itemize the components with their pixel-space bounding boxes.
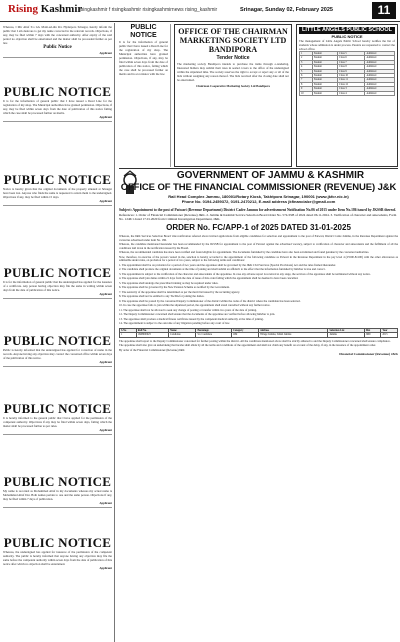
table-cell: 3 [300, 60, 313, 64]
ad-public-notice-title: PUBLIC NOTICE [130, 24, 157, 39]
ad-school-notice [296, 24, 398, 167]
gov-office-title: OFFICE OF THE FINANCIAL COMMISSIONER (REVENUE) J&K [120, 182, 397, 193]
table-cell: Student [312, 87, 337, 91]
notice-5-body: Public is hereby informed that the undersigned has applied for correction of name in the records. Anyone having any objection may contact the concerned office within seven days of the publication of this notice. [3, 348, 112, 360]
social-handles: risingkashmir f risingkashmir risingkashmirnews rising_kashmir [78, 7, 218, 13]
table-cell: 8 [300, 82, 313, 86]
table-cell: Student [312, 52, 337, 56]
table-header-cell: Name [169, 328, 196, 332]
table-cell: Student [312, 78, 337, 82]
gov-references: References: 1. Order of Financial Commissioner (Revenue) J&K. 2. Jammu & Kashmir Service Selection Board Order No. 574-SSB of 2024 dated 06.11.2024. 3. Verification of character and antecedents, Form No. 1246/1 dated 17.01.2020 from Criminal Investigation Department, J&K. [119, 213, 397, 222]
cooperative-signature: Chairman Cooperative Marketing Society Ltd Bandipora [196, 84, 270, 88]
notice-7-title: PUBLIC NOTICE [3, 475, 112, 489]
notice-3-body: Notice is hereby given that the original documents of the property situated at Srinagar have been lost. Anyone who finds the same is requested to return them to the undersigned. Objections if any, may be filed within 15 days. [3, 187, 112, 199]
school-body: The management of Little Angels Public School hereby notifies the list of students whose admission is under process. Parents are requested to contact the school office. [299, 39, 395, 51]
notice-6-body: It is hereby informed to the general public that I have applied for the permission of the competent authority. Objections if any may be filed within seven days, failing which the matter shall be processed further as per rules. [3, 416, 112, 428]
gov-paragraph: Whereas, the candidate mentioned hereunder has been recommended by the JKSSB for appointment to the post of Patwari against the advertised vacancy, subject to verification of character and antecedents and the fulfilment of all the conditions laid down in the notification issued by the Board. [119, 242, 398, 250]
school-title: LITTLE ANGELS PUBLIC SCHOOL [299, 27, 395, 34]
notice-7 [3, 475, 112, 533]
table-cell: 1 [300, 52, 313, 56]
table-header-cell: Parentage [196, 328, 232, 332]
table-cell: OM [232, 333, 259, 337]
table-cell: Student [312, 65, 337, 69]
divider [3, 507, 112, 508]
table-row [300, 91, 395, 95]
notice-6 [3, 402, 112, 472]
notice-1-sig: Applicant [99, 51, 112, 55]
gov-contact: Phone No. 0194-2459372, 0191-2470212, E-mail address jkfinancialcr@gmail.com [181, 199, 336, 204]
table-header-cell: Year [381, 328, 398, 332]
table-cell: Admitted [365, 87, 395, 91]
page-number: 11 [372, 2, 396, 19]
cooperative-title: OFFICE OF THE CHAIRMAN MARKETING SOCIETY LTD BANDIPORA [178, 27, 288, 54]
notice-3 [3, 173, 112, 263]
table-cell: 9 [300, 87, 313, 91]
table-cell: 7 [300, 78, 313, 82]
table-cell: Student [312, 69, 337, 73]
table-cell: JMU [364, 333, 381, 337]
gov-paragraph: 11. The appointee shall not be allowed to seek any change of posting or transfer within two years of the date of joining. [119, 307, 257, 312]
gov-paragraph: 12. The Deputy Commissioner concerned shall ensure that the documents of the appointee are verified before allowing him/her to join. [119, 312, 276, 317]
notice-5-sig: Applicant [99, 360, 112, 364]
table-cell: Student [312, 91, 337, 95]
divider [3, 298, 112, 299]
notice-8-body: Whereas, the undersigned has applied for issuance of the permission of the competent authority. The public is hereby informed that anyone having any objection may file the same before the competent authority within seven days from the date of publication of this notice after which no objection shall be entertained. [3, 550, 112, 566]
table-cell: 5 [300, 69, 313, 73]
section-divider [119, 168, 398, 169]
gov-subject: Subject: Appointment to the post of Patwari (Revenue Department) District Cadre Jammu for advertisement Notification No.06 of 2015 under Item No.186 issued by JKSSB thereof. [119, 208, 397, 212]
table-cell: Admitted [365, 91, 395, 95]
gov-closing-paragraph: The appointee shall also give an undertaking that he/she shall abide by all the terms and conditions of the appointment and shall not claim any benefit on account of the delay, if any, in the issuance of the appointment order. [119, 343, 376, 347]
table-cell: 2 [300, 56, 313, 60]
table-cell: 1 [120, 333, 137, 337]
gov-paragraph: 13. The appointee shall produce a medical fitness certificate issued by the competent medical authority at the time of joining. [119, 316, 264, 321]
table-cell: Admitted [365, 52, 395, 56]
notice-1 [3, 25, 112, 83]
gov-paragraph: 1. The appointment shall be on probation for a period of two years and the appointee shall be governed by the J&K Civil Services (Special Provisions) Act and the rules framed thereunder. [119, 262, 336, 267]
notice-2-sig: Applicant [99, 115, 112, 119]
table-cell: Class 9 [338, 69, 365, 73]
table-header-cell: S.No [120, 328, 137, 332]
table-cell: Student [312, 60, 337, 64]
table-cell: Jammu [328, 333, 364, 337]
gov-paragraph: Now, therefore, in exercise of the powers vested in me, sanction is hereby accorded to the appointment of the following candidate as Patwari in the Revenue Department in the pay level 4 (25500-81100) with the other allowances as admissible under rules, on probation for a period of two years, subject to the following terms and conditions: [119, 254, 398, 263]
dateline: Srinagar, Sunday 02, February 2025 [240, 7, 333, 13]
table-cell: Admitted [365, 69, 395, 73]
cooperative-subtitle: Tender Notice [216, 55, 250, 61]
table-cell: Village Jammu, Tehsil Jammu [258, 333, 328, 337]
gov-order-heading: ORDER No. FC/APP-1 of 2025 DATED 31-01-2025 [166, 223, 351, 233]
notice-3-sig: Applicant [99, 199, 112, 203]
divider [3, 57, 112, 58]
table-cell: Class 11 [338, 78, 365, 82]
table-cell: Class 8 [338, 65, 365, 69]
table-cell: Class 5 [338, 52, 365, 56]
table-header-cell: Selection List [328, 328, 364, 332]
masthead-logo [8, 3, 82, 15]
table-cell: 4 [300, 65, 313, 69]
table-cell: S/o Candidate [196, 333, 232, 337]
notice-2-body: It is for the information of general public that I have issued a Dead Line for the registration of my shop. The Municipal authorities have granted permission. Objections, if any, may be filed within seven days from the date of publication of this notice failing which the case shall be processed further on merits. [3, 99, 112, 115]
gov-paragraph: Whereas, the recommended candidate has since been verified and found eligible for appointment. The documents furnished by the candidate have also been scrutinized and found genuine by the concerned authorities. [119, 250, 370, 255]
divider [3, 121, 112, 122]
notice-8-sig: Applicant [99, 566, 112, 570]
table-cell: Admitted [365, 74, 395, 78]
table-cell: Admitted [365, 65, 395, 69]
notice-2-title: PUBLIC NOTICE [3, 85, 112, 99]
gov-paragraph: Whereas, the J&K Services Selection Board vide notification referred above invited applications from eligible candidates for selection and appointment to the post of Patwari, District Cadre Jammu, in the Revenue Department against the vacancies advertised under item No. 186. [119, 234, 398, 242]
gov-closing [119, 340, 398, 353]
table-cell: Admitted [365, 82, 395, 86]
gov-paragraph: 3. The appointment is subject to the verification of the character and antecedents of the appointee. In case any adverse report is received at any stage, the services of the appointee shall be terminated without any notice. [119, 271, 371, 276]
notice-6-sig: Applicant [99, 428, 112, 432]
table-cell: Candidate [169, 333, 196, 337]
gov-paragraph: 2. The candidate shall produce the original documents at the time of joining and shall submit an affidavit to the effect that the information furnished by him/her is true and correct. [119, 267, 326, 272]
school-subtitle: PUBLIC NOTICE [331, 34, 363, 39]
notice-5-title: PUBLIC NOTICE [3, 334, 112, 348]
gov-paragraph: 5. The appointee shall undergo the prescribed training as may be required under rules. [119, 280, 219, 285]
table-cell: Student [312, 56, 337, 60]
gov-paragraph: 9. The appointee shall be posted by the concerned Deputy Commissioner of the district within the cadre of the district where the candidate has been selected. [119, 298, 301, 303]
table-header-cell: Dist [364, 328, 381, 332]
table-cell: Student [312, 82, 337, 86]
notice-7-sig: Applicant [99, 501, 112, 505]
gov-order-notice [119, 170, 398, 640]
gov-paragraphs [119, 235, 398, 326]
notice-4 [3, 266, 112, 331]
notice-8-title: PUBLIC NOTICE [3, 536, 112, 550]
table-cell: Class 12 [338, 82, 365, 86]
table-cell: Class 7 [338, 60, 365, 64]
gov-closing-paragraph: By order of the Financial Commissioner (Revenue) J&K [119, 347, 185, 352]
notice-3-title: PUBLIC NOTICE [3, 173, 112, 187]
notice-8 [3, 536, 112, 640]
gov-body [119, 208, 398, 358]
notice-2 [3, 85, 112, 170]
gov-closing-paragraph: The appointee shall report to the Deputy Commissioner concerned for further posting within the district. All the conditions mentioned above shall be strictly adhered to and the Deputy Commissioner concerned shall ensure compliance. [119, 338, 391, 343]
ad-public-notice [119, 24, 171, 167]
table-cell: Admitted [365, 56, 395, 60]
table-header-cell: Address [258, 328, 328, 332]
table-row [120, 333, 398, 337]
divider [3, 205, 112, 206]
table-cell: Class 6 [338, 56, 365, 60]
cooperative-body: The marketing society Bandipora intends to purchase the items through e-tendering. Interested bidders may submit their rates in sealed covers to the office of the undersigned within the stipulated time. The society reserves the right to accept or reject any or all of the bids without assigning any reason thereof. The bids received after the closing date shall not be entertained. [177, 62, 289, 82]
table-header-cell: Category [232, 328, 259, 332]
table-header-cell: Roll No. [136, 328, 168, 332]
gov-paragraph: 4. The appointee shall join duties within 21 days from the date of issue of this order failing which the appointment shall be deemed to have been cancelled. [119, 276, 299, 281]
table-cell: Student [312, 74, 337, 78]
table-cell: 2015 [381, 333, 398, 337]
notice-6-title: PUBLIC NOTICE [3, 402, 112, 416]
table-cell: Class 3 [338, 87, 365, 91]
notice-4-title: PUBLIC NOTICE [3, 266, 112, 280]
table-cell: Admitted [365, 60, 395, 64]
notice-4-sig: Applicant [99, 292, 112, 296]
gov-paragraph: 8. The appointee shall not be entitled to any TA/DA for joining the duties. [119, 294, 205, 299]
masthead [0, 0, 400, 22]
notice-1-body: Whereas, I Mir Altaf S/o Gh. Mohi-ud-din R/o Hyderpora Srinagar, hereby inform the public that I am desirous to get my name corrected in the relevant records. Objections, if any, may be filed within 7 days with the concerned authority. After expiry of the said period no objection shall be entertained and the matter shall be proceeded further as per law. [3, 25, 112, 45]
left-notices-column [0, 23, 115, 642]
gov-address: Rail Head Complex Jammu, 180001/Rotary Kiosk, Takhtpora Srinagar, 190001 (www.jkfcr.nic.in) [168, 194, 349, 199]
notice-5 [3, 334, 112, 399]
divider [3, 366, 112, 367]
ad-cooperative-tender [174, 24, 292, 167]
school-table [299, 51, 395, 96]
gov-paragraph: 14. The appointment is subject to the outcome of any litigation pending before any court of law. [119, 321, 230, 326]
table-cell: 6 [300, 74, 313, 78]
gov-paragraph: 6. The appointee shall be governed by the New Pension Scheme as notified by the Government. [119, 285, 230, 290]
gov-paragraph: 10. In case the appointee fails to join within the stipulated period, the appointment shall stand cancelled without any further notice. [119, 303, 271, 308]
table-cell: 10 [300, 91, 313, 95]
gov-title: GOVERNMENT OF JAMMU & KASHMIR [176, 170, 365, 181]
notice-4-body: It is for the information of general public that the undersigned has applied for the issuance of a certificate. Any person having objection may file the same in writing within seven days from the date of publication of this notice. [3, 280, 112, 292]
table-cell: 1608000023 [136, 333, 168, 337]
table-cell: Admitted [365, 78, 395, 82]
table-cell: Class 4 [338, 91, 365, 95]
gov-paragraph: 7. The seniority of the appointee shall be determined as per the merit list issued by the recruiting agency. [119, 289, 240, 294]
notice-1-kicker: Public Notice [43, 45, 72, 50]
divider [3, 434, 112, 435]
table-cell: Class 10 [338, 74, 365, 78]
brand-main: Rising [8, 3, 38, 15]
brand-second: Kashmir [40, 3, 83, 15]
notice-7-body: My name is recorded as Mohammad Altaf in my documents whereas my actual name is Mohammad Altaf Dar. Both names pertain to one and the same person. Objections if any, may be filed within 7 days of publication. [3, 489, 112, 501]
gov-candidate-table [119, 328, 398, 338]
gov-signatory: Financial Commissioner (Revenue) J&K [339, 352, 398, 356]
ad-public-notice-body: It is for the information of general public that I have issued a Dead Line for the registration of my shop. The Municipal authorities have granted permission. Objections, if any, may be filed within seven days from the date of publication of this notice, failing which the case shall be processed further on merits and in accordance with the law. [119, 40, 168, 76]
